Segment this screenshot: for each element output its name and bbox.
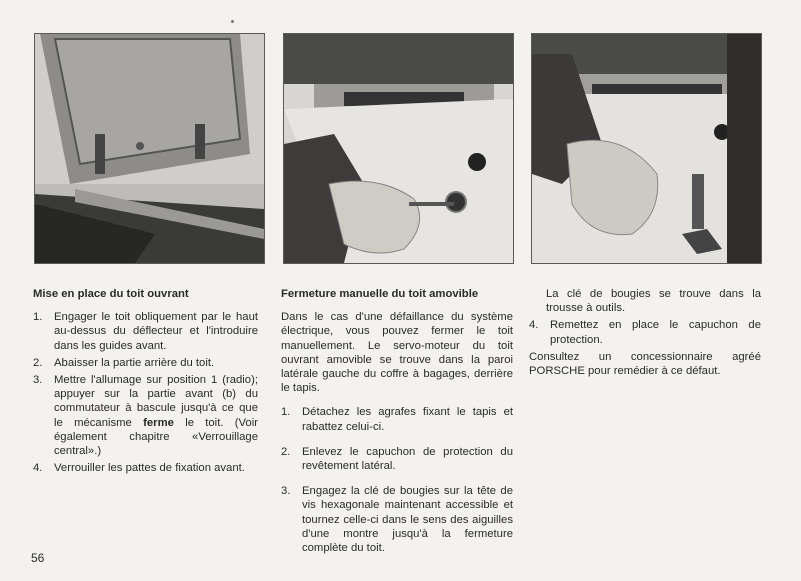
section-heading: Fermeture manuelle du toit amovible <box>281 288 479 300</box>
closing-paragraph: Consultez un concessionnaire agréé PORSCHE pour remédier à ce défaut. <box>529 350 761 378</box>
step-item <box>281 405 513 433</box>
step-list <box>33 310 258 475</box>
photo-hand-turning-crank <box>283 33 514 264</box>
step-text: Abaisser la partie arrière du toit. <box>54 356 215 369</box>
intro-paragraph: Dans le cas d'une défaillance du système électrique, vous pouvez fermer le toit manuellement. Le servo-moteur du toit ouvrant amovible se trouve dans la paroi latérale gauche du coffre à bagages, derrière le tapis. <box>281 311 513 395</box>
page-number: 56 <box>31 551 45 565</box>
step-item <box>281 445 513 473</box>
step-number: 2. <box>33 356 43 369</box>
scan-speck <box>231 20 234 23</box>
step-number: 4. <box>33 462 43 475</box>
step-list <box>529 318 761 346</box>
step-item <box>33 356 258 370</box>
photo-spark-plug-wrench <box>531 33 762 264</box>
step-number: 1. <box>33 311 43 324</box>
step-list <box>281 405 513 555</box>
step-text-end: le toit. (Voir également chapitre «Verrouillage central».) <box>54 416 258 458</box>
step-number: 3. <box>33 374 43 387</box>
section-fermeture-manuelle <box>281 287 513 566</box>
photo-roof-deflector-drawing <box>35 34 264 263</box>
step-text: Détachez les agrafes fixant le tapis et rabattez celui-ci. <box>302 406 513 433</box>
step-item <box>281 484 513 555</box>
section-heading: Mise en place du toit ouvrant <box>33 288 189 300</box>
photo-roof-deflector <box>34 33 265 264</box>
photo-spark-plug-wrench-drawing <box>532 34 761 263</box>
note-paragraph: La clé de bougies se trouve dans la trousse à outils. <box>546 288 761 315</box>
section-continuation <box>529 287 761 378</box>
step-text: Engagez la clé de bougies sur la tête de vis hexagonale maintenant accessible et tournez celle-ci dans le sens des aiguilles d'une montre jusqu'à la fermeture complète du toit. <box>302 485 513 555</box>
step-item <box>33 310 258 353</box>
step-text-bold: ferme <box>143 416 174 429</box>
step-item <box>529 318 761 346</box>
step-item <box>33 461 258 475</box>
step-text-start: Mettre l'allumage sur position 1 (radio); appuyer sur la partie avant (b) du commutateur à bascule jusqu'à ce que le mécanisme <box>54 374 258 429</box>
step-text: Verrouiller les pattes de fixation avant. <box>54 462 245 475</box>
photo-hand-turning-crank-drawing <box>284 34 513 263</box>
step-text: Enlevez le capuchon de protection du revêtement latéral. <box>302 445 513 473</box>
step-number: 2. <box>281 445 291 458</box>
step-text: Remettez en place le capuchon de protection. <box>550 319 761 346</box>
step-item <box>33 373 258 458</box>
step-text: Engager le toit obliquement par le haut au-dessus du déflecteur et l'introduire dans les guides avant. <box>54 311 258 352</box>
step-number: 1. <box>281 406 291 419</box>
section-mise-en-place <box>33 287 258 478</box>
step-number: 3. <box>281 485 291 498</box>
step-number: 4. <box>529 319 539 332</box>
